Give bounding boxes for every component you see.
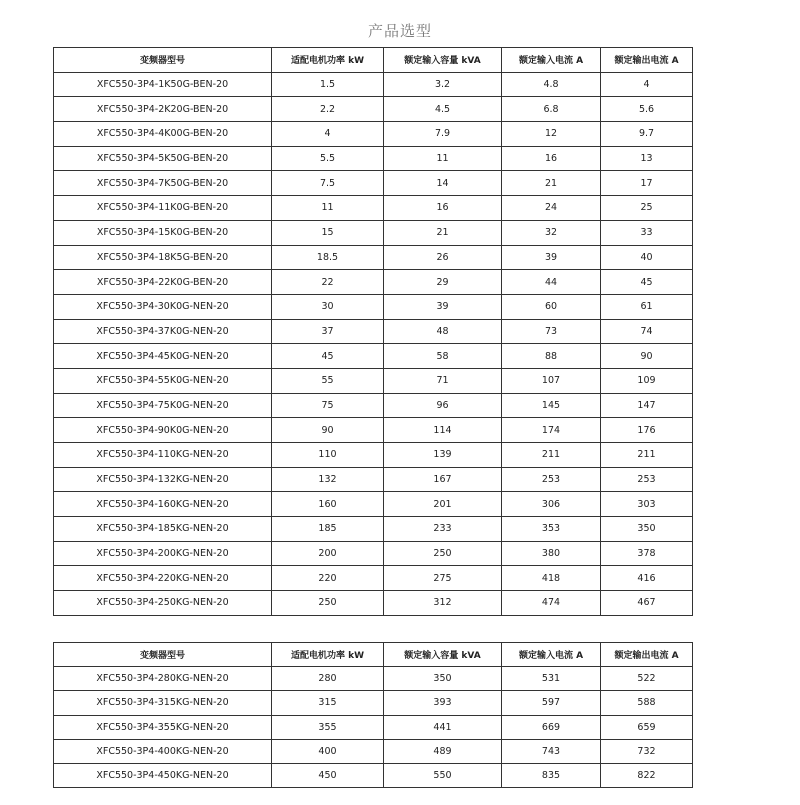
cell-motor-power: 4 — [272, 122, 384, 147]
selection-table-2 — [53, 642, 693, 788]
table-row — [54, 368, 693, 393]
cell-output-current: 176 — [601, 418, 693, 443]
cell-input-capacity: 29 — [384, 270, 502, 295]
cell-input-current: 4.8 — [502, 72, 601, 97]
cell-output-current: 74 — [601, 319, 693, 344]
cell-input-capacity: 39 — [384, 294, 502, 319]
table-body-1 — [54, 72, 693, 615]
table-row — [54, 418, 693, 443]
cell-input-capacity: 233 — [384, 517, 502, 542]
cell-input-capacity: 350 — [384, 667, 502, 691]
cell-input-capacity: 48 — [384, 319, 502, 344]
cell-input-current: 253 — [502, 467, 601, 492]
cell-output-current: 147 — [601, 393, 693, 418]
cell-input-capacity: 21 — [384, 220, 502, 245]
selection-table-1 — [53, 47, 693, 616]
cell-motor-power: 315 — [272, 691, 384, 715]
table-row — [54, 122, 693, 147]
cell-output-current: 5.6 — [601, 97, 693, 122]
header-output-current: 额定输出电流 A — [601, 48, 693, 73]
cell-input-current: 211 — [502, 443, 601, 468]
cell-output-current: 109 — [601, 368, 693, 393]
cell-output-current: 253 — [601, 467, 693, 492]
cell-model: XFC550-3P4-18K5G-BEN-20 — [54, 245, 272, 270]
table-row — [54, 344, 693, 369]
cell-input-capacity: 201 — [384, 492, 502, 517]
cell-output-current: 378 — [601, 541, 693, 566]
cell-output-current: 211 — [601, 443, 693, 468]
cell-model: XFC550-3P4-22K0G-BEN-20 — [54, 270, 272, 295]
header-model: 变频器型号 — [54, 643, 272, 667]
cell-motor-power: 355 — [272, 715, 384, 739]
table-row — [54, 517, 693, 542]
cell-input-capacity: 167 — [384, 467, 502, 492]
table-row — [54, 319, 693, 344]
cell-model: XFC550-3P4-7K50G-BEN-20 — [54, 171, 272, 196]
cell-model: XFC550-3P4-250KG-NEN-20 — [54, 591, 272, 616]
cell-input-current: 174 — [502, 418, 601, 443]
header-input-capacity: 额定输入容量 kVA — [384, 643, 502, 667]
cell-input-current: 743 — [502, 739, 601, 763]
cell-input-current: 597 — [502, 691, 601, 715]
cell-output-current: 13 — [601, 146, 693, 171]
cell-motor-power: 90 — [272, 418, 384, 443]
header-input-capacity: 额定输入容量 kVA — [384, 48, 502, 73]
cell-input-current: 531 — [502, 667, 601, 691]
table-row — [54, 393, 693, 418]
cell-input-current: 474 — [502, 591, 601, 616]
cell-output-current: 40 — [601, 245, 693, 270]
cell-model: XFC550-3P4-4K00G-BEN-20 — [54, 122, 272, 147]
header-motor-power: 适配电机功率 kW — [272, 48, 384, 73]
table-row — [54, 270, 693, 295]
cell-motor-power: 11 — [272, 196, 384, 221]
header-input-current: 额定输入电流 A — [502, 48, 601, 73]
table-row — [54, 715, 693, 739]
cell-input-capacity: 71 — [384, 368, 502, 393]
header-output-current: 额定输出电流 A — [601, 643, 693, 667]
cell-model: XFC550-3P4-5K50G-BEN-20 — [54, 146, 272, 171]
cell-motor-power: 2.2 — [272, 97, 384, 122]
table-row — [54, 72, 693, 97]
cell-motor-power: 15 — [272, 220, 384, 245]
cell-motor-power: 220 — [272, 566, 384, 591]
cell-motor-power: 37 — [272, 319, 384, 344]
cell-model: XFC550-3P4-75K0G-NEN-20 — [54, 393, 272, 418]
table-row — [54, 294, 693, 319]
cell-input-current: 88 — [502, 344, 601, 369]
cell-input-current: 16 — [502, 146, 601, 171]
cell-output-current: 61 — [601, 294, 693, 319]
cell-motor-power: 280 — [272, 667, 384, 691]
cell-input-current: 73 — [502, 319, 601, 344]
table-row — [54, 763, 693, 787]
cell-input-capacity: 441 — [384, 715, 502, 739]
cell-input-capacity: 16 — [384, 196, 502, 221]
table-row — [54, 245, 693, 270]
cell-input-capacity: 275 — [384, 566, 502, 591]
cell-input-capacity: 14 — [384, 171, 502, 196]
cell-output-current: 522 — [601, 667, 693, 691]
cell-model: XFC550-3P4-11K0G-BEN-20 — [54, 196, 272, 221]
cell-output-current: 416 — [601, 566, 693, 591]
cell-model: XFC550-3P4-185KG-NEN-20 — [54, 517, 272, 542]
cell-input-current: 353 — [502, 517, 601, 542]
cell-input-current: 107 — [502, 368, 601, 393]
cell-input-capacity: 58 — [384, 344, 502, 369]
table-row — [54, 97, 693, 122]
table-row — [54, 667, 693, 691]
cell-motor-power: 185 — [272, 517, 384, 542]
cell-input-current: 306 — [502, 492, 601, 517]
cell-model: XFC550-3P4-280KG-NEN-20 — [54, 667, 272, 691]
cell-motor-power: 22 — [272, 270, 384, 295]
cell-model: XFC550-3P4-450KG-NEN-20 — [54, 763, 272, 787]
table-header-row — [54, 48, 693, 73]
cell-model: XFC550-3P4-15K0G-BEN-20 — [54, 220, 272, 245]
cell-model: XFC550-3P4-2K20G-BEN-20 — [54, 97, 272, 122]
cell-motor-power: 160 — [272, 492, 384, 517]
table-row — [54, 220, 693, 245]
table-row — [54, 492, 693, 517]
table-row — [54, 739, 693, 763]
table-row — [54, 467, 693, 492]
cell-motor-power: 7.5 — [272, 171, 384, 196]
cell-output-current: 45 — [601, 270, 693, 295]
table-row — [54, 541, 693, 566]
cell-output-current: 659 — [601, 715, 693, 739]
cell-input-capacity: 393 — [384, 691, 502, 715]
cell-model: XFC550-3P4-55K0G-NEN-20 — [54, 368, 272, 393]
cell-motor-power: 45 — [272, 344, 384, 369]
cell-model: XFC550-3P4-200KG-NEN-20 — [54, 541, 272, 566]
cell-model: XFC550-3P4-30K0G-NEN-20 — [54, 294, 272, 319]
page-title: 产品选型 — [367, 22, 432, 40]
cell-motor-power: 55 — [272, 368, 384, 393]
header-model: 变频器型号 — [54, 48, 272, 73]
cell-input-current: 418 — [502, 566, 601, 591]
cell-input-capacity: 7.9 — [384, 122, 502, 147]
cell-model: XFC550-3P4-220KG-NEN-20 — [54, 566, 272, 591]
cell-input-current: 12 — [502, 122, 601, 147]
cell-output-current: 90 — [601, 344, 693, 369]
cell-input-capacity: 489 — [384, 739, 502, 763]
cell-input-current: 21 — [502, 171, 601, 196]
cell-output-current: 588 — [601, 691, 693, 715]
cell-output-current: 33 — [601, 220, 693, 245]
cell-motor-power: 30 — [272, 294, 384, 319]
cell-model: XFC550-3P4-45K0G-NEN-20 — [54, 344, 272, 369]
cell-motor-power: 5.5 — [272, 146, 384, 171]
cell-input-current: 39 — [502, 245, 601, 270]
cell-output-current: 25 — [601, 196, 693, 221]
cell-input-current: 380 — [502, 541, 601, 566]
cell-motor-power: 400 — [272, 739, 384, 763]
header-input-current: 额定输入电流 A — [502, 643, 601, 667]
cell-model: XFC550-3P4-90K0G-NEN-20 — [54, 418, 272, 443]
cell-input-current: 60 — [502, 294, 601, 319]
cell-input-capacity: 26 — [384, 245, 502, 270]
cell-input-capacity: 250 — [384, 541, 502, 566]
table-row — [54, 591, 693, 616]
cell-input-current: 6.8 — [502, 97, 601, 122]
cell-motor-power: 1.5 — [272, 72, 384, 97]
cell-model: XFC550-3P4-315KG-NEN-20 — [54, 691, 272, 715]
cell-input-capacity: 11 — [384, 146, 502, 171]
cell-input-current: 32 — [502, 220, 601, 245]
cell-input-current: 669 — [502, 715, 601, 739]
table-row — [54, 171, 693, 196]
cell-motor-power: 450 — [272, 763, 384, 787]
cell-motor-power: 18.5 — [272, 245, 384, 270]
cell-input-capacity: 4.5 — [384, 97, 502, 122]
cell-output-current: 732 — [601, 739, 693, 763]
cell-motor-power: 75 — [272, 393, 384, 418]
cell-output-current: 467 — [601, 591, 693, 616]
cell-output-current: 4 — [601, 72, 693, 97]
cell-input-capacity: 3.2 — [384, 72, 502, 97]
table-row — [54, 146, 693, 171]
cell-output-current: 822 — [601, 763, 693, 787]
cell-input-capacity: 139 — [384, 443, 502, 468]
table-row — [54, 196, 693, 221]
cell-model: XFC550-3P4-355KG-NEN-20 — [54, 715, 272, 739]
cell-model: XFC550-3P4-400KG-NEN-20 — [54, 739, 272, 763]
cell-input-current: 835 — [502, 763, 601, 787]
table-header-row — [54, 643, 693, 667]
cell-model: XFC550-3P4-110KG-NEN-20 — [54, 443, 272, 468]
cell-motor-power: 110 — [272, 443, 384, 468]
cell-motor-power: 250 — [272, 591, 384, 616]
cell-output-current: 303 — [601, 492, 693, 517]
cell-input-current: 44 — [502, 270, 601, 295]
cell-input-current: 24 — [502, 196, 601, 221]
cell-output-current: 9.7 — [601, 122, 693, 147]
cell-input-capacity: 312 — [384, 591, 502, 616]
cell-model: XFC550-3P4-132KG-NEN-20 — [54, 467, 272, 492]
cell-model: XFC550-3P4-37K0G-NEN-20 — [54, 319, 272, 344]
table-body-2 — [54, 667, 693, 788]
cell-output-current: 350 — [601, 517, 693, 542]
cell-model: XFC550-3P4-160KG-NEN-20 — [54, 492, 272, 517]
cell-input-capacity: 114 — [384, 418, 502, 443]
cell-input-current: 145 — [502, 393, 601, 418]
cell-input-capacity: 550 — [384, 763, 502, 787]
cell-output-current: 17 — [601, 171, 693, 196]
cell-motor-power: 132 — [272, 467, 384, 492]
cell-input-capacity: 96 — [384, 393, 502, 418]
table-row — [54, 691, 693, 715]
cell-model: XFC550-3P4-1K50G-BEN-20 — [54, 72, 272, 97]
table-row — [54, 443, 693, 468]
header-motor-power: 适配电机功率 kW — [272, 643, 384, 667]
table-row — [54, 566, 693, 591]
cell-motor-power: 200 — [272, 541, 384, 566]
